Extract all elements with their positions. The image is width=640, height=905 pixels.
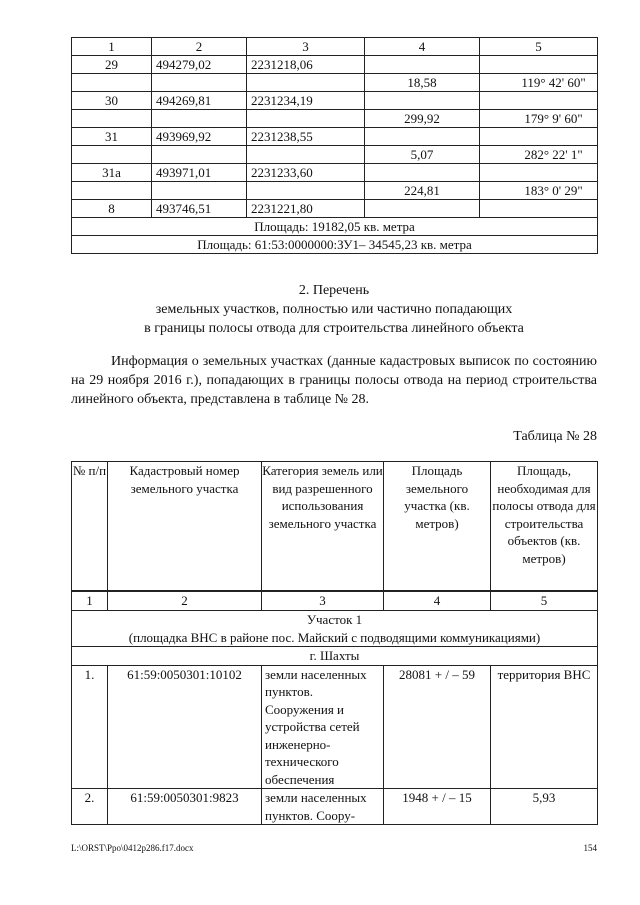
x-cell	[152, 74, 247, 92]
angle-cell	[480, 92, 598, 110]
length-cell	[365, 56, 480, 74]
table-row	[72, 146, 598, 164]
angle-cell: 179° 9' 60"	[480, 110, 598, 128]
length-cell: 224,81	[365, 182, 480, 200]
section-subtitle-line: земельных участков, полностью или частично попадающих	[155, 302, 513, 317]
length-cell: 5,07	[365, 146, 480, 164]
y-cell	[247, 110, 365, 128]
col-header: 3	[247, 38, 365, 56]
info-paragraph: Информация о земельных участках (данные кадастровых выписок по состоянию на 29 ноября 2016 г.), попадающих в границы полосы отвода на период строительства линейного объекта, представлена в таблице № 28.	[71, 354, 597, 407]
y-cell	[247, 146, 365, 164]
y-cell: 2231221,80	[247, 200, 365, 218]
table-caption: Таблица № 28	[513, 429, 597, 444]
section-title: 2. Перечень	[298, 283, 370, 298]
section-subtitle-line: в границы полосы отвода для строительства линейного объекта	[144, 321, 524, 336]
angle-cell	[480, 164, 598, 182]
parcels-table	[71, 461, 598, 825]
city-name: г. Шахты	[72, 647, 598, 666]
col-number: 5	[491, 591, 598, 611]
footer-file-path: L:\ORST\Ppo\0412p286.f17.docx	[71, 843, 194, 853]
length-cell	[365, 164, 480, 182]
table-row	[72, 128, 598, 146]
table-header-row	[72, 38, 598, 56]
parcel-section-title: Участок 1	[306, 612, 363, 627]
point-cell: 30	[72, 92, 152, 110]
y-cell: 2231233,60	[247, 164, 365, 182]
x-cell: 494279,02	[152, 56, 247, 74]
land-category: земли населенных пунктов. Соору-	[262, 789, 384, 825]
col-header: 1	[72, 38, 152, 56]
area-parcel: Площадь: 61:53:0000000:ЗУ1– 34545,23 кв. метра	[72, 236, 598, 254]
parcel-section-header	[72, 611, 598, 647]
point-cell	[72, 182, 152, 200]
required-area: 5,93	[491, 789, 598, 825]
angle-cell	[480, 200, 598, 218]
angle-cell: 282° 22' 1"	[480, 146, 598, 164]
col-header: Кадастровый номер земельного участка	[108, 462, 262, 592]
length-cell	[365, 128, 480, 146]
area-row	[72, 218, 598, 236]
angle-cell	[480, 56, 598, 74]
y-cell	[247, 74, 365, 92]
x-cell: 493746,51	[152, 200, 247, 218]
table-row	[72, 74, 598, 92]
point-cell: 8	[72, 200, 152, 218]
point-cell: 29	[72, 56, 152, 74]
length-cell	[365, 200, 480, 218]
table-row	[72, 789, 598, 825]
coordinates-table	[71, 37, 598, 254]
angle-cell	[480, 128, 598, 146]
point-cell	[72, 74, 152, 92]
y-cell: 2231238,55	[247, 128, 365, 146]
x-cell	[152, 110, 247, 128]
col-number: 3	[262, 591, 384, 611]
y-cell	[247, 182, 365, 200]
x-cell	[152, 182, 247, 200]
parcel-section-subtitle: (площадка ВНС в районе пос. Майский с подводящими коммуникациями)	[128, 629, 541, 645]
length-cell: 18,58	[365, 74, 480, 92]
column-number-row	[72, 591, 598, 611]
city-row	[72, 647, 598, 666]
table-row	[72, 56, 598, 74]
area-total: Площадь: 19182,05 кв. метра	[72, 218, 598, 236]
parcel-area: 28081 + / – 59	[384, 665, 491, 789]
x-cell: 493969,92	[152, 128, 247, 146]
table-row	[72, 200, 598, 218]
table-row	[72, 665, 598, 789]
x-cell: 493971,01	[152, 164, 247, 182]
col-header: 5	[480, 38, 598, 56]
x-cell	[152, 146, 247, 164]
cadastral-number: 61:59:0050301:9823	[108, 789, 262, 825]
land-category: земли населенных пунктов. Сооружения и устройства сетей инженерно-технического обеспечения	[262, 665, 384, 789]
col-header: 2	[152, 38, 247, 56]
parcel-area: 1948 + / – 15	[384, 789, 491, 825]
page-number: 154	[583, 843, 597, 853]
section-row	[72, 611, 598, 647]
required-area: территория ВНС	[491, 665, 598, 789]
table-row	[72, 164, 598, 182]
table-row	[72, 182, 598, 200]
angle-cell: 183° 0' 29"	[480, 182, 598, 200]
length-cell	[365, 92, 480, 110]
col-number: 2	[108, 591, 262, 611]
row-number: 1.	[72, 665, 108, 789]
y-cell: 2231234,19	[247, 92, 365, 110]
cadastral-number: 61:59:0050301:10102	[108, 665, 262, 789]
table-header-row	[72, 462, 598, 592]
y-cell: 2231218,06	[247, 56, 365, 74]
col-number: 1	[72, 591, 108, 611]
table-row	[72, 110, 598, 128]
section-heading	[71, 281, 597, 338]
point-cell: 31	[72, 128, 152, 146]
table-row	[72, 92, 598, 110]
col-header: Категория земель или вид разрешенного использования земельного участка	[262, 462, 384, 592]
x-cell: 494269,81	[152, 92, 247, 110]
col-header: № п/п	[72, 462, 108, 592]
col-header: 4	[365, 38, 480, 56]
col-header: Площадь земельного участка (кв. метров)	[384, 462, 491, 592]
point-cell	[72, 110, 152, 128]
point-cell	[72, 146, 152, 164]
point-cell: 31а	[72, 164, 152, 182]
length-cell: 299,92	[365, 110, 480, 128]
area-row	[72, 236, 598, 254]
col-number: 4	[384, 591, 491, 611]
col-header: Площадь, необходимая для полосы отвода для строительства объектов (кв. метров)	[491, 462, 598, 592]
row-number: 2.	[72, 789, 108, 825]
angle-cell: 119° 42' 60"	[480, 74, 598, 92]
